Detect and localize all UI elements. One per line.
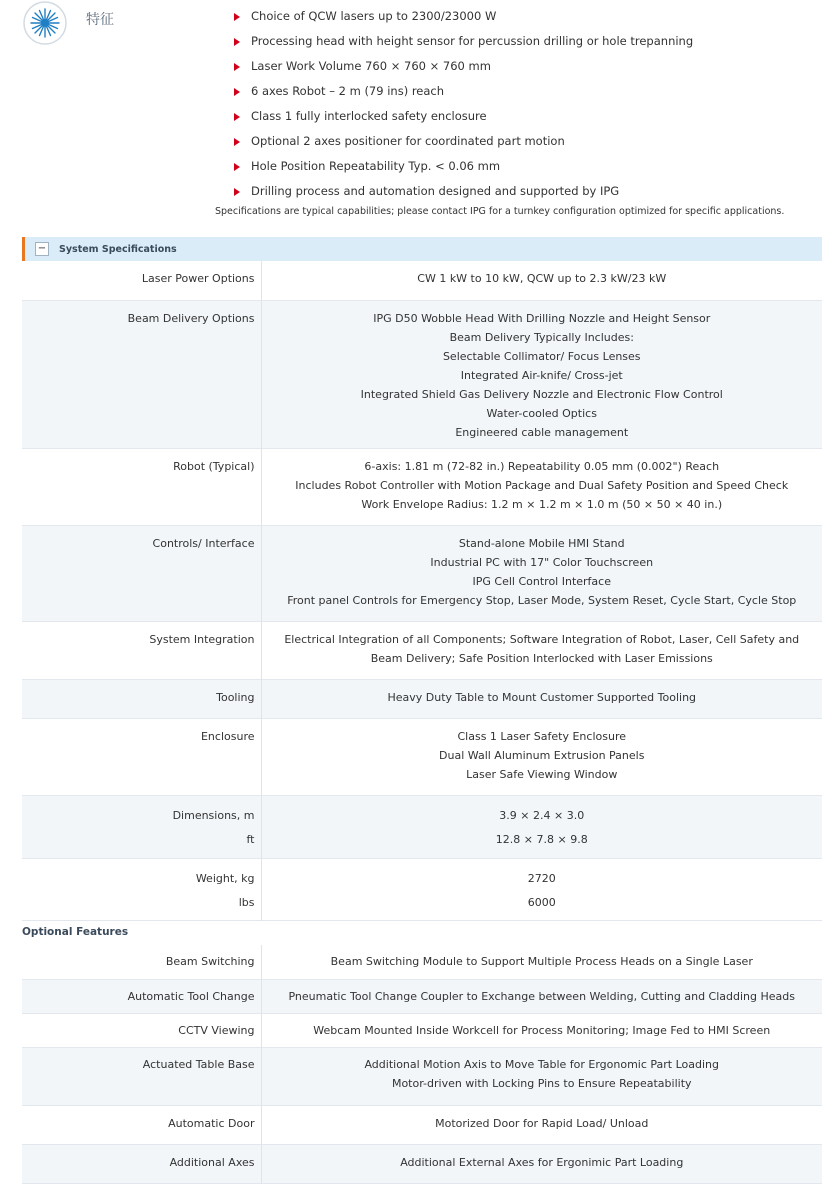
laser-burst-icon (22, 0, 68, 46)
row-value: CW 1 kW to 10 kW, QCW up to 2.3 kW/23 kW (417, 272, 667, 285)
optional-features-table (22, 945, 822, 1184)
list-item: Processing head with height sensor for percussion drilling or hole trepanning (230, 29, 693, 54)
row-label: Automatic Tool Change (22, 979, 261, 1013)
bullet-arrow-icon (234, 63, 240, 71)
optional-features-heading: Optional Features (22, 926, 129, 938)
list-item: Optional 2 axes positioner for coordinated part motion (230, 129, 693, 154)
row-label: Automatic Door (22, 1105, 261, 1144)
row-value: Stand-alone Mobile HMI Stand Industrial PC with 17" Color Touchscreen IPG Cell Control Interface Front panel Controls for Emergency Stop, Laser Mode, System Reset, Cycle Start, Cycle Stop (287, 536, 797, 607)
row-label: Robot (Typical) (22, 448, 261, 525)
row-value: Motorized Door for Rapid Load/ Unload (435, 1116, 649, 1130)
table-row (22, 1105, 822, 1144)
list-item: 6 axes Robot – 2 m (79 ins) reach (230, 79, 693, 104)
list-item: Class 1 fully interlocked safety enclosure (230, 104, 693, 129)
specifications-note: Specifications are typical capabilities; please contact IPG for a turnkey configuration optimized for specific applications. (215, 206, 785, 217)
row-label: Additional Axes (22, 1144, 261, 1183)
list-item: Hole Position Repeatability Typ. < 0.06 mm (230, 154, 693, 179)
table-row (22, 1144, 822, 1183)
table-row (22, 858, 822, 920)
row-label: System Integration (22, 621, 261, 679)
row-label: Beam Delivery Options (22, 300, 261, 448)
table-row (22, 795, 822, 858)
table-row (22, 300, 822, 448)
row-value: Electrical Integration of all Components; Software Integration of Robot, Laser, Cell Safety and Beam Delivery; Safe Position Interlocked with Laser Emissions (284, 632, 800, 665)
collapse-toggle-button[interactable]: − (35, 242, 49, 256)
table-row (22, 1047, 822, 1105)
table-row (22, 679, 822, 718)
table-row (22, 1013, 822, 1047)
list-item: Choice of QCW lasers up to 2300/23000 W (230, 4, 693, 29)
table-row (22, 525, 822, 621)
table-row (22, 979, 822, 1013)
row-value: Additional Motion Axis to Move Table for Ergonomic Part Loading Motor-driven with Locking Pins to Ensure Repeatability (364, 1057, 720, 1090)
bullet-arrow-icon (234, 38, 240, 46)
bullet-arrow-icon (234, 188, 240, 196)
row-label: Actuated Table Base (22, 1047, 261, 1105)
list-item: Drilling process and automation designed and supported by IPG (230, 179, 693, 204)
system-specifications-header[interactable] (22, 237, 822, 261)
row-value: Class 1 Laser Safety Enclosure Dual Wall Aluminum Extrusion Panels Laser Safe Viewing Window (439, 729, 645, 781)
row-value: Beam Switching Module to Support Multiple Process Heads on a Single Laser (330, 955, 753, 968)
system-specifications-table (22, 261, 822, 921)
features-title: 特征 (86, 12, 114, 28)
table-row (22, 621, 822, 679)
bullet-arrow-icon (234, 163, 240, 171)
row-label: Weight, kg lbs (22, 858, 261, 920)
row-value: Pneumatic Tool Change Coupler to Exchange between Welding, Cutting and Cladding Heads (288, 989, 795, 1003)
bullet-arrow-icon (234, 13, 240, 21)
section-title: System Specifications (59, 243, 177, 255)
row-value: 3.9 × 2.4 × 3.0 12.8 × 7.8 × 9.8 (495, 808, 588, 846)
feature-list (230, 4, 693, 204)
table-row (22, 261, 822, 300)
row-value: Heavy Duty Table to Mount Customer Supported Tooling (387, 690, 697, 704)
row-label: Enclosure (22, 718, 261, 795)
bullet-arrow-icon (234, 138, 240, 146)
row-value: 6-axis: 1.81 m (72-82 in.) Repeatability 0.05 mm (0.002") Reach Includes Robot Controller with Motion Package and Dual Safety Position and Speed Check Work Envelope Radius: 1.2 m × 1.2 m × 1.0 m (50 × 50 × 40 in.) (295, 459, 789, 511)
row-label: Beam Switching (22, 945, 261, 979)
row-label: Dimensions, m ft (22, 795, 261, 858)
row-value: Webcam Mounted Inside Workcell for Process Monitoring; Image Fed to HMI Screen (313, 1023, 771, 1037)
table-row (22, 945, 822, 979)
row-value: Additional External Axes for Ergonimic Part Loading (400, 1155, 684, 1169)
bullet-arrow-icon (234, 88, 240, 96)
list-item: Laser Work Volume 760 × 760 × 760 mm (230, 54, 693, 79)
table-row (22, 718, 822, 795)
row-label: Controls/ Interface (22, 525, 261, 621)
bullet-arrow-icon (234, 113, 240, 121)
row-label: CCTV Viewing (22, 1013, 261, 1047)
row-label: Laser Power Options (22, 261, 261, 300)
row-value: 2720 6000 (527, 871, 556, 909)
row-label: Tooling (22, 679, 261, 718)
table-row (22, 448, 822, 525)
row-value: IPG D50 Wobble Head With Drilling Nozzle and Height Sensor Beam Delivery Typically Includes: Selectable Collimator/ Focus Lenses Integrated Air-knife/ Cross-jet Integrated Shield Gas Delivery Nozzle and Electronic Flow Control Water-cooled Optics Engineered cable management (360, 311, 723, 439)
